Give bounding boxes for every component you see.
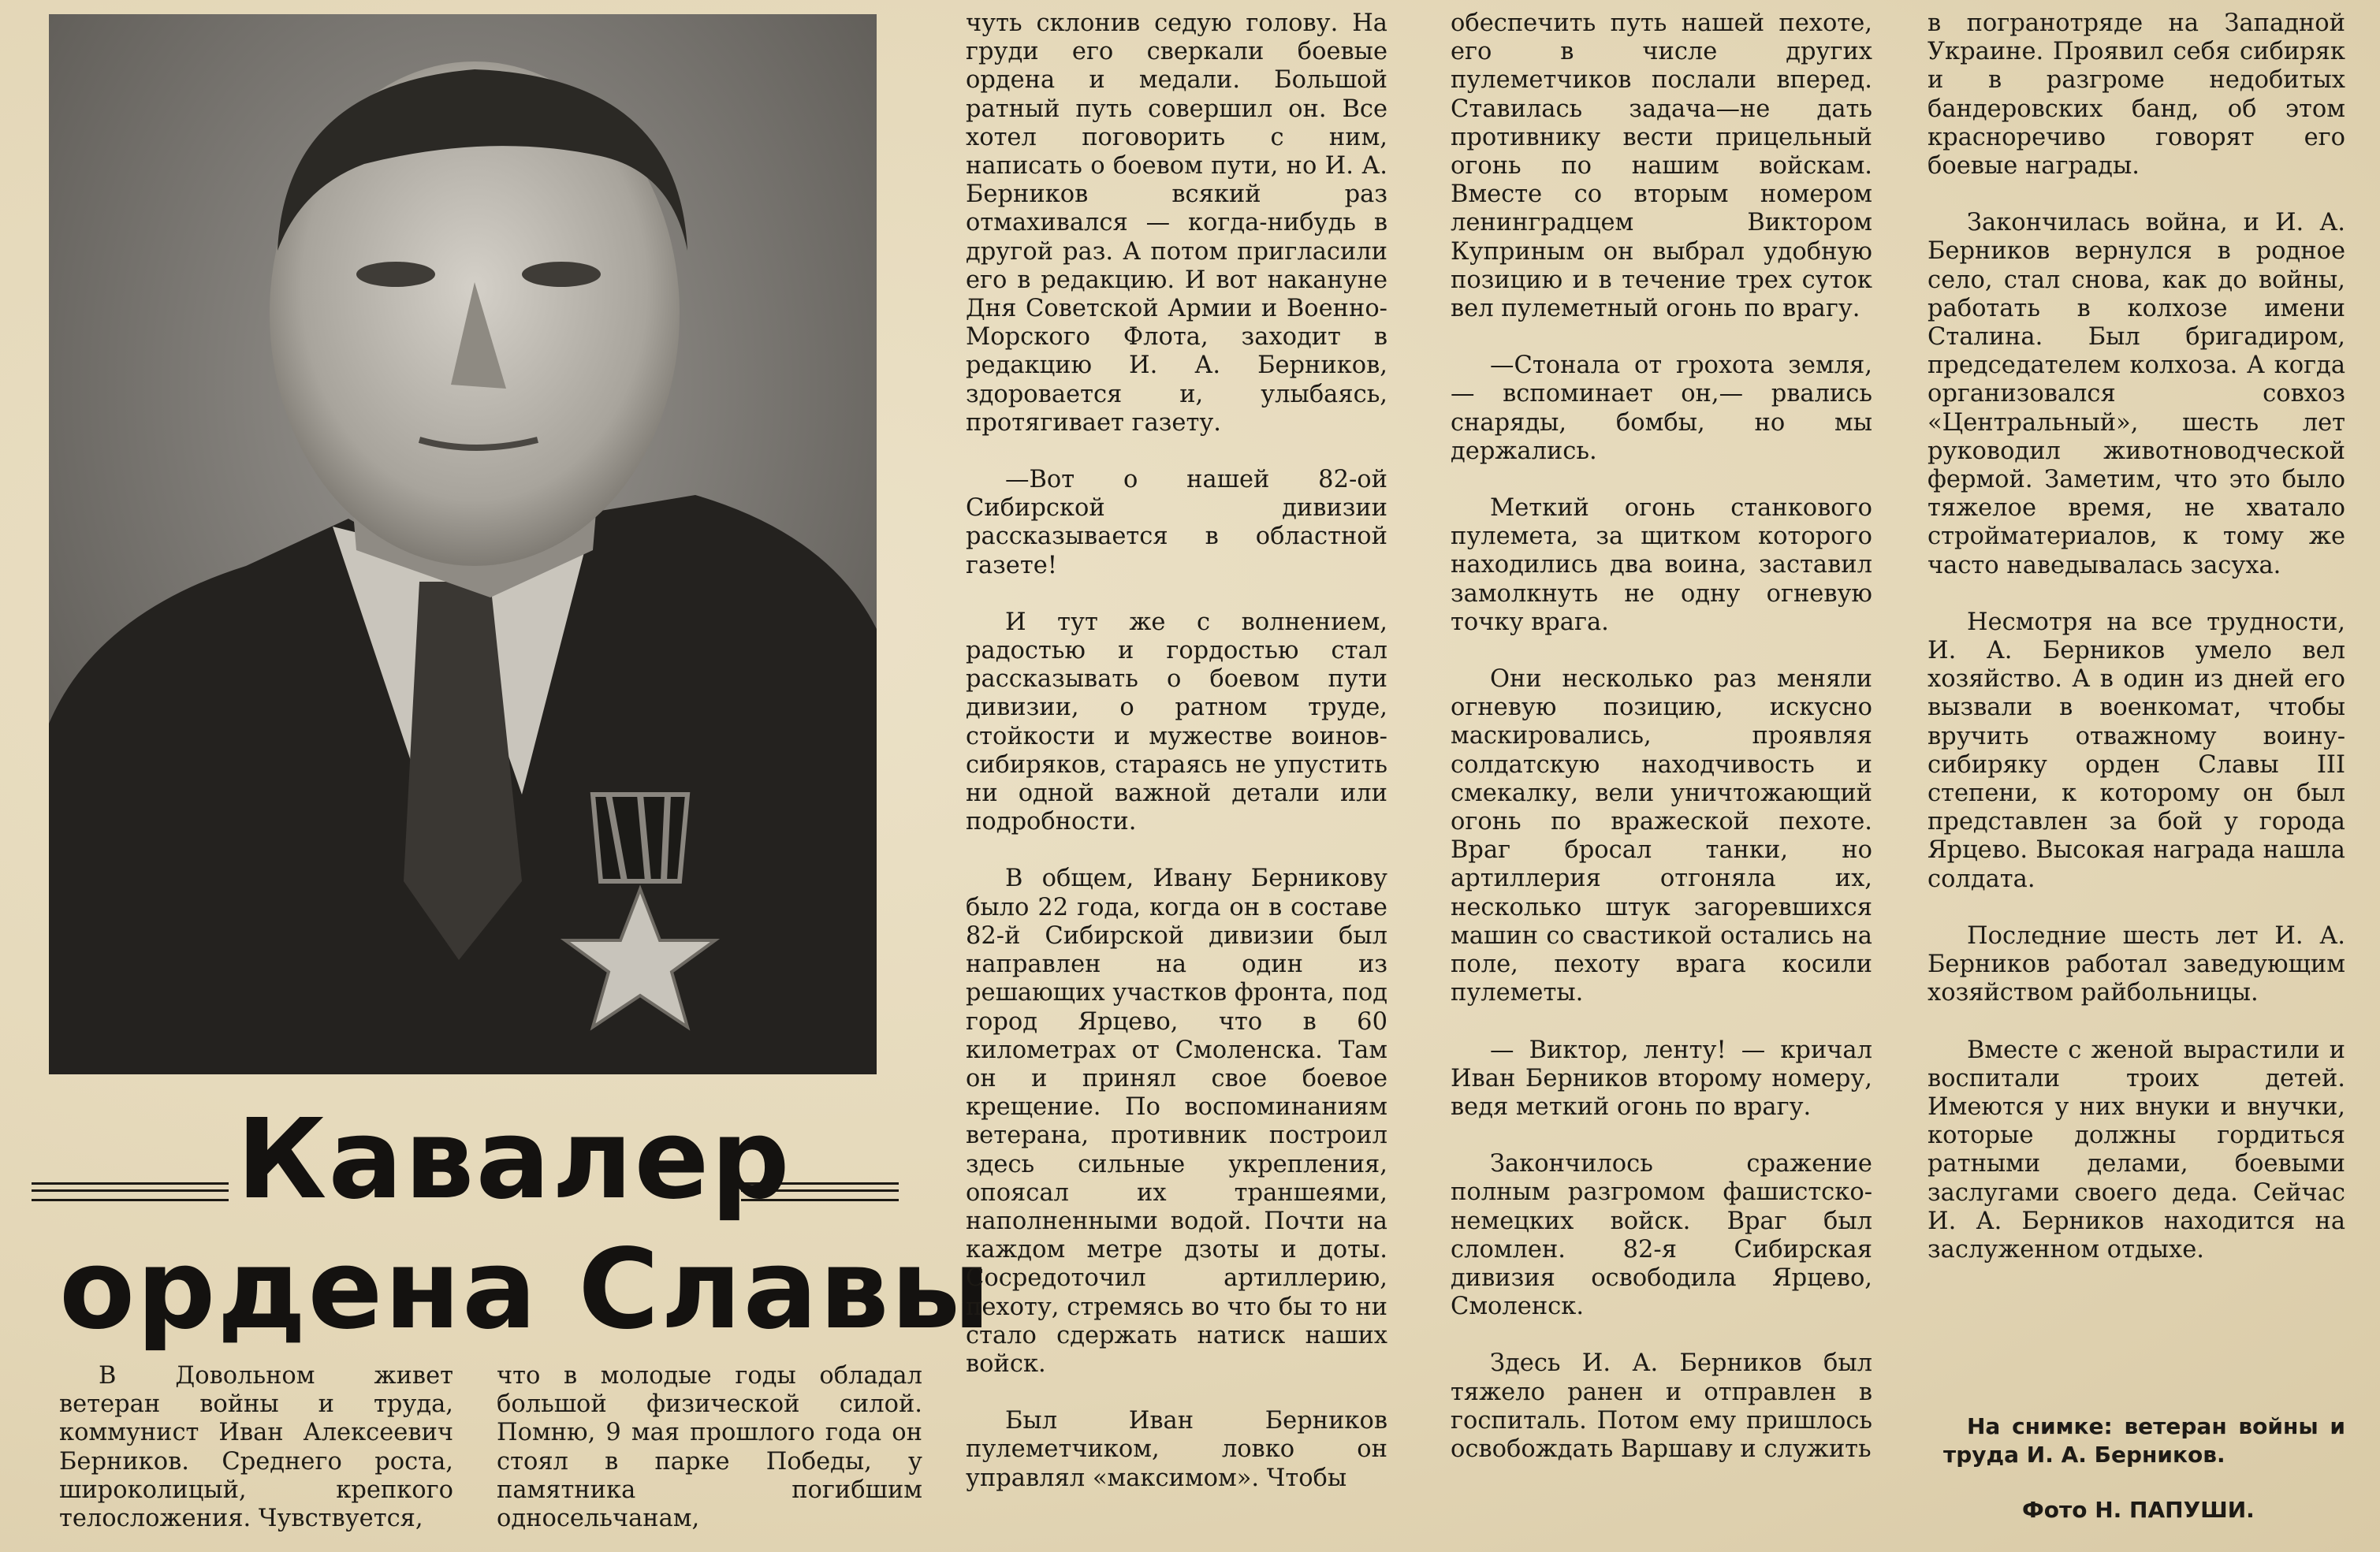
paragraph: что в молодые годы обладал большой физической силой. Помню, 9 мая прошлого года он стоял в парке Победы, у памятника погибшим односельчанам, [497,1362,922,1533]
paragraph: Они несколько раз меняли огневую позицию, искусно маскировались, проявляя солдатскую находчивость и смекалку, вели уничтожающий огонь по вражеской пехоте. Враг бросал танки, но артиллерия отгоняла их, несколько штук загоревшихся машин со свастикой остались на поле, пехоту врага косили пулеметы. [1451,665,1872,1007]
paragraph: В Довольном живет ветеран войны и труда, коммунист Иван Алексеевич Берников. Среднего роста, широколицый, крепкого телосложения. Чувствуется, [59,1362,453,1533]
paragraph: —Стонала от грохота земля,— вспоминает он,— рвались снаряды, бомбы, но мы держались. [1451,352,1872,465]
paragraph: Здесь И. А. Берников был тяжело ранен и отправлен в госпиталь. Потом ему пришлось освобождать Варшаву и служить [1451,1349,1872,1463]
paragraph: Был Иван Берников пулеметчиком, ловко он управлял «максимом». Чтобы [966,1407,1387,1492]
paragraph: Закончилась война, и И. А. Берников вернулся в родное село, стал снова, как до войны, работать в колхозе имени Сталина. Был бригадиром, председателем колхоза. А когда организовался совхоз «Центральный», шесть лет руководил животноводческой фермой. Заметим, что это было тяжелое время, не хватало стройматериалов, к тому же часто наведывалась засуха. [1927,209,2345,579]
article-column-2 [497,1362,922,1533]
headline-line-2: ордена Славы [59,1226,993,1354]
paragraph: Несмотря на все трудности, И. А. Берников умело вел хозяйство. А в один из дней его вызвали в военкомат, чтобы вручить отважному воину-сибиряку орден Славы III степени, к которому он был представлен за бой у города Ярцево. Высокая награда нашла солдата. [1927,608,2345,893]
headline-rule-left [32,1182,229,1201]
paragraph: —Вот о нашей 82-ой Сибирской дивизии рассказывается в областной газете! [966,466,1387,579]
paragraph: обеспечить путь нашей пехоте, его в числе других пулеметчиков послали вперед. Ставилась задача—не дать противнику вести прицельный огонь по нашим войскам. Вместе со вторым номером ленинградцем Виктором Куприным он выбрал удобную позицию и в течение трех суток вел пулеметный огонь по врагу. [1451,9,1872,323]
paragraph: чуть склонив седую голову. На груди его сверкали боевые ордена и медали. Большой ратный путь совершил он. Все хотел поговорить с ним, написать о боевом пути, но И. А. Берников всякий раз отмахивался — когда-нибудь в другой раз. А потом пригласили его в редакцию. И вот накануне Дня Советской Армии и Военно-Морского Флота, заходит в редакцию И. А. Берников, здоровается и, улыбаясь, протягивает газету. [966,9,1387,437]
article-column-4 [1451,9,1872,1464]
paragraph: Закончилось сражение полным разгромом фашистско-немецких войск. Враг был сломлен. 82-я Сибирская дивизия освободила Ярцево, Смоленск. [1451,1150,1872,1321]
article-column-5 [1927,9,2345,1264]
portrait-photo [49,14,877,1074]
headline-line-1: Кавалер [237,1096,791,1224]
article-column-3 [966,9,1387,1493]
paragraph: И тут же с волнением, радостью и гордостью стал рассказывать о боевом пути дивизии, о ратном труде, стойкости и мужестве воинов-сибиряков, стараясь не упустить ни одной важной детали или подробности. [966,608,1387,836]
paragraph: Последние шесть лет И. А. Берников работал заведующим хозяйством райбольницы. [1927,921,2345,1007]
paragraph: Вместе с женой вырастили и воспитали троих детей. Имеются у них внуки и внучки, которые должны гордиться ратными делами, боевыми заслугами своего деда. Сейчас И. А. Берников находится на заслуженном отдыхе. [1927,1036,2345,1264]
paragraph: В общем, Ивану Берникову было 22 года, когда он в составе 82-й Сибирской дивизии был направлен на один из решающих участков фронта, под город Ярцево, что в 60 километрах от Смоленска. Там он и принял свое боевое крещение. По воспоминаниям ветерана, противник построил здесь сильные укрепления, опоясал их траншеями, наполненными водой. Почти на каждом метре дзоты и доты. Сосредоточил артиллерию, пехоту, стремясь во что бы то ни стало сдержать натиск наших войск. [966,865,1387,1378]
photo-credit: Фото Н. ПАПУШИ. [2022,1497,2255,1523]
paragraph: Меткий огонь станкового пулемета, за щитком которого находились два воина, заставил замолкнуть не одну огневую точку врага. [1451,494,1872,636]
article-column-1 [59,1362,453,1533]
photo-caption: На снимке: ветеран войны и труда И. А. Берников. [1943,1413,2345,1468]
paragraph: — Виктор, ленту! — кричал Иван Берников второму номеру, ведя меткий огонь по врагу. [1451,1036,1872,1121]
paragraph: в погранотряде на Западной Украине. Проявил себя сибиряк и в разгроме недобитых бандеровских банд, об этом красноречиво говорят его боевые награды. [1927,9,2345,181]
